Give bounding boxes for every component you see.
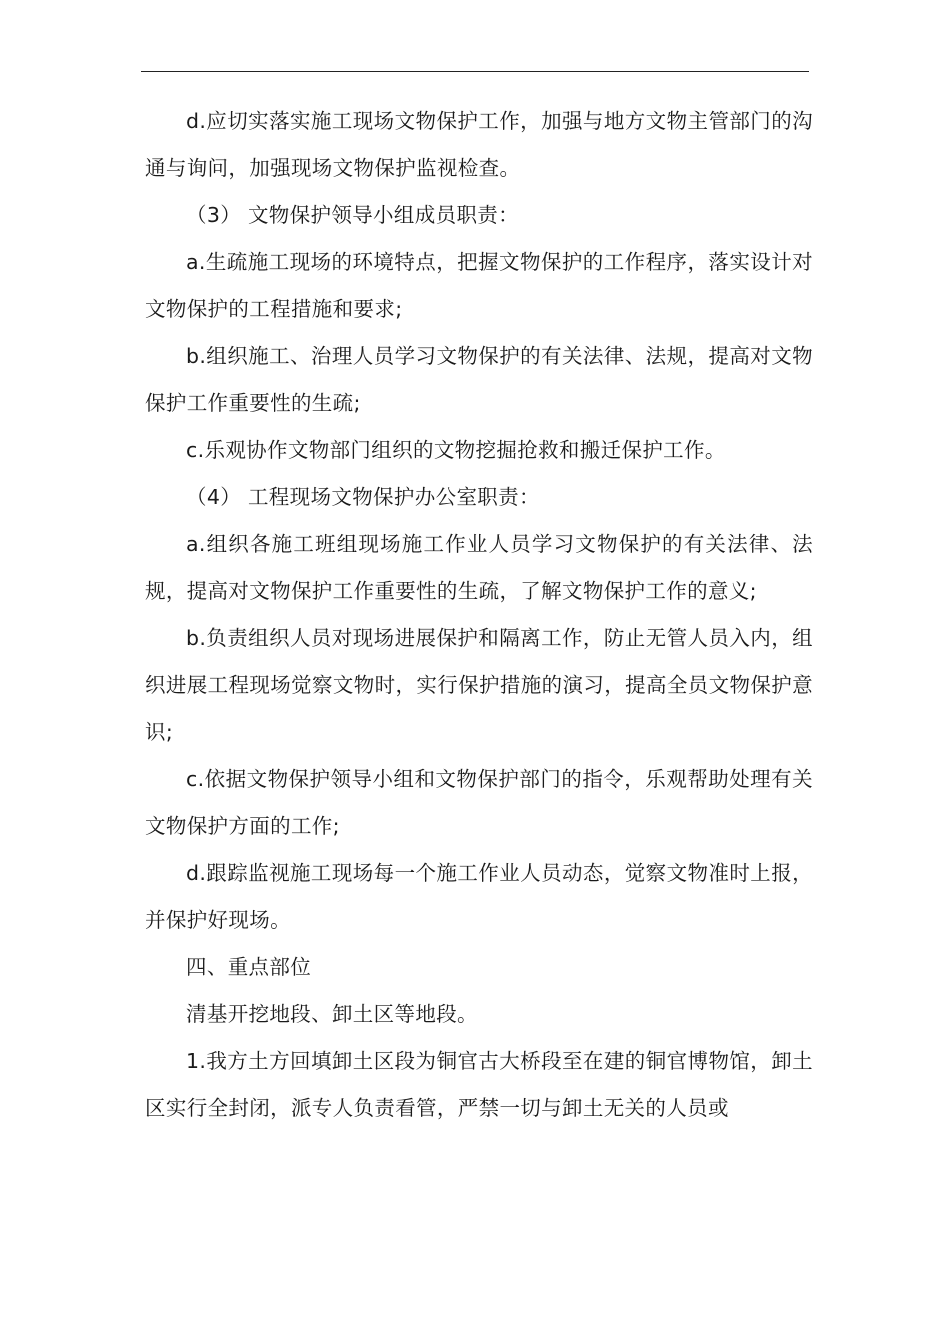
section-heading-3: （3） 文物保护领导小组成员职责：: [186, 203, 520, 227]
paragraph-a-familiarize: a.生疏施工现场的环境特点，把握文物保护的工作程序，落实设计对文物保护的工程措施和要求;: [145, 250, 813, 321]
document-body: [145, 98, 813, 1132]
paragraph-c-follow-instructions: c.依据文物保护领导小组和文物保护部门的指令，乐观帮助处理有关文物保护方面的工作;: [145, 767, 813, 838]
section-heading-4: （4） 工程现场文物保护办公室职责：: [186, 485, 540, 509]
section-heading-key-areas: 四、重点部位: [186, 955, 312, 979]
paragraph-1-unloading-area: 1.我方土方回填卸土区段为铜官古大桥段至在建的铜官博物馆，卸土区实行全封闭，派专人负责看管，严禁一切与卸土无关的人员或: [145, 1049, 813, 1120]
paragraph-key-areas-list: 清基开挖地段、卸土区等地段。: [186, 1002, 478, 1026]
paragraph-b-protection-isolation: b.负责组织人员对现场进展保护和隔离工作，防止无管人员入内，组织进展工程现场觉察文物时，实行保护措施的演习，提高全员文物保护意识;: [145, 626, 813, 744]
paragraph-d-monitoring: d.跟踪监视施工现场每一个施工作业人员动态，觉察文物准时上报，并保护好现场。: [145, 861, 813, 932]
paragraph-d-duties: d.应切实落实施工现场文物保护工作，加强与地方文物主管部门的沟通与询问，加强现场文物保护监视检查。: [145, 109, 813, 180]
paragraph-c-cooperate: c.乐观协作文物部门组织的文物挖掘抢救和搬迁保护工作。: [186, 438, 726, 462]
header-divider: [141, 71, 809, 72]
paragraph-a-team-learning: a.组织各施工班组现场施工作业人员学习文物保护的有关法律、法规，提高对文物保护工作重要性的生疏，了解文物保护工作的意义;: [145, 532, 813, 603]
paragraph-b-organize-learning: b.组织施工、治理人员学习文物保护的有关法律、法规，提高对文物保护工作重要性的生疏;: [145, 344, 813, 415]
